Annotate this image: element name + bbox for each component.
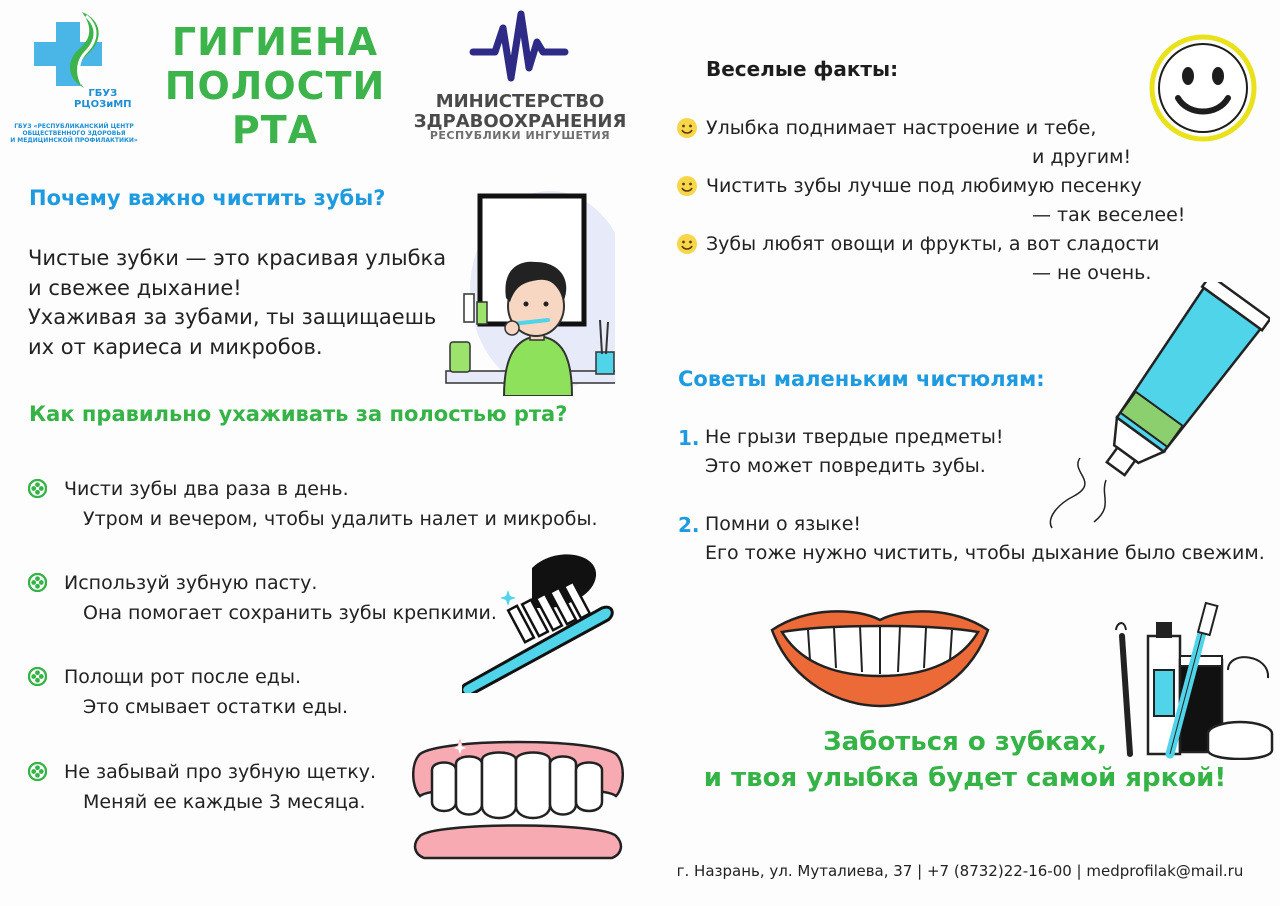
care-item-3: Полощи рот после еды. Это смывает остатки еды. <box>28 663 628 725</box>
ministry-region: РЕСПУБЛИКИ ИНГУШЕТИЯ <box>429 129 611 142</box>
facts-heading: Веселые факты: <box>706 57 899 81</box>
smiling-lips-illustration <box>768 606 992 708</box>
flower-bullet-icon <box>28 479 47 498</box>
care-heading: Как правильно ухаживать за полостью рта? <box>29 402 568 426</box>
footer-contacts: г. Назрань, ул. Муталиева, 37 | +7 (8732)22-16-00 | medprofilak@mail.ru <box>676 862 1244 880</box>
why-heading: Почему важно чистить зубы? <box>29 186 386 210</box>
flower-bullet-icon <box>28 573 47 592</box>
toothbrush-illustration <box>462 548 622 693</box>
center-full-name: ГБУЗ «РЕСПУБЛИКАНСКИЙ ЦЕНТР ОБЩЕСТВЕННОГО ЗДОРОВЬЯ И МЕДИЦИНСКОЙ ПРОФИЛАКТИКИ» <box>10 123 138 144</box>
teeth-illustration <box>412 736 624 860</box>
center-logo <box>8 10 140 142</box>
ministry-name: МИНИСТЕРСТВО ЗДРАВООХРАНЕНИЯ <box>413 91 627 132</box>
tips-heading: Советы маленьким чистюлям: <box>678 367 1045 391</box>
smile-emoji-icon <box>676 175 698 197</box>
ministry-logo <box>405 8 635 148</box>
heartbeat-icon <box>469 8 569 86</box>
flower-bullet-icon <box>28 667 47 686</box>
page-title: ГИГИЕНА ПОЛОСТИ РТА <box>164 20 386 152</box>
care-item-2: Используй зубную пасту. Она помогает сохранить зубы крепкими. <box>28 569 628 631</box>
care-item-4: Не забывай про зубную щетку. Меняй ее каждые 3 месяца. <box>28 758 628 820</box>
smile-emoji-icon <box>676 117 698 139</box>
center-abbr: ГБУЗ РЦОЗиМП <box>74 88 132 110</box>
boy-brushing-teeth-illustration <box>440 186 615 396</box>
smiley-face-icon <box>1148 34 1258 142</box>
toothpaste-tube-illustration <box>1040 282 1270 532</box>
why-text: Чистые зубки — это красивая улыбка и свежее дыхание! Ухаживая за зубами, ты защищаешь их от кариеса и микробов. <box>28 246 447 359</box>
medical-cross-icon <box>26 10 126 90</box>
slogan: Заботься о зубках, и твоя улыбка будет самой яркой! <box>703 727 1227 793</box>
smile-emoji-icon <box>676 233 698 255</box>
flower-bullet-icon <box>28 762 47 781</box>
care-item-1: Чисти зубы два раза в день. Утром и вечером, чтобы удалить налет и микробы. <box>28 475 628 537</box>
